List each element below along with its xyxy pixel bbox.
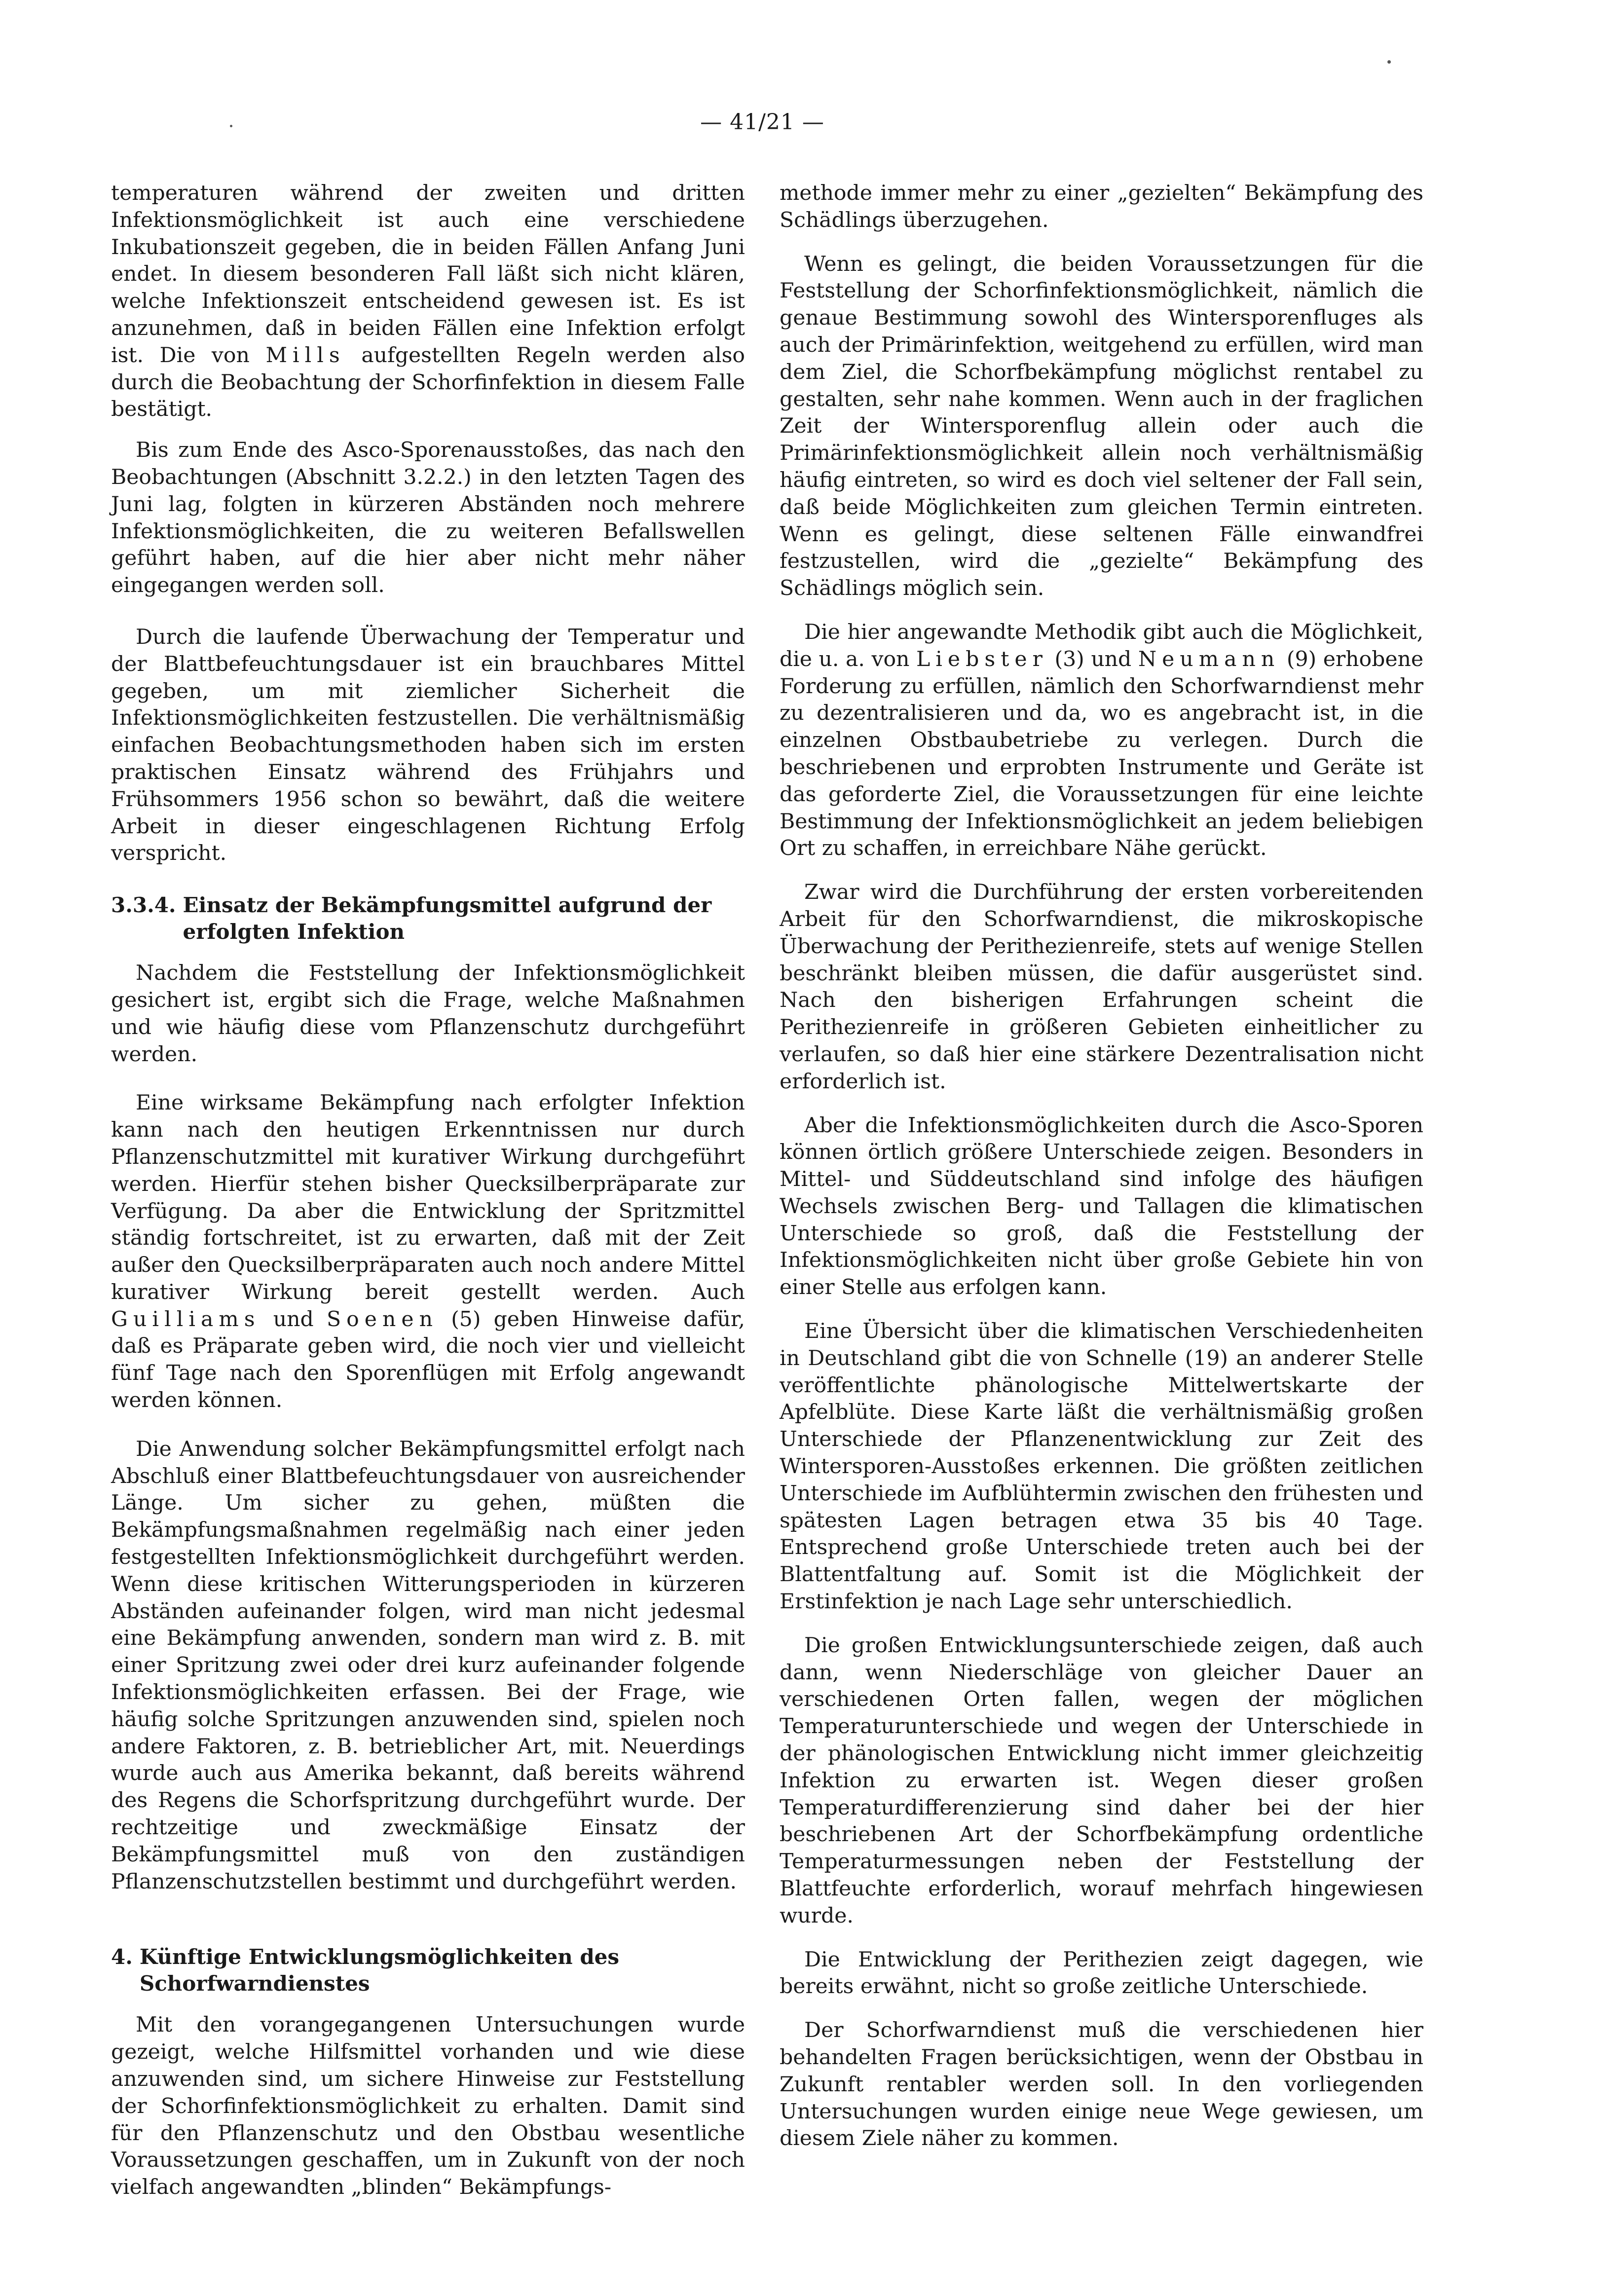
paragraph: Die Anwendung solcher Bekämpfungsmittel erfolgt nach Abschluß einer Blattbefeuchtungsdauer von ausreichender Länge. Um sicher zu gehen, müßten die Bekämpfungsmaßnahmen regelmäßig nach einer jeden festgestellten Infektionsmöglichkeit durchgeführt werden. Wenn diese kritischen Witterungsperioden in kürzeren Abständen aufeinander folgen, wird man nicht jedesmal eine Bekämpfung anwenden, sondern man wird z. B. mit einer Spritzung zwei oder drei kurz aufeinander folgende Infektionsmöglichkeiten erfassen. Bei der Frage, wie häufig solche Spritzungen anzuwenden sind, spielen noch andere Faktoren, z. B. betrieblicher Art, mit. Neuerdings wurde auch aus Amerika bekannt, daß bereits während des Regens die Schorfspritzung durchgeführt wurde. Der rechtzeitige und zweckmäßige Einsatz der Bekämpfungsmittel muß von den zuständigen Pflanzenschutzstellen bestimmt und durchgeführt werden.: [111, 1437, 745, 1894]
paragraph: Eine wirksame Bekämpfung nach erfolgter Infektion kann nach den heutigen Erkenntnissen nur durch Pflanzenschutzmittel mit kurativer Wirkung durchgeführt werden. Hierfür stehen bisher Quecksilberpräparate zur Verfügung. Da aber die Entwicklung der Spritzmittel ständig fortschreitet, ist zu erwarten, daß mit der Zeit außer den Quecksilberpräparaten auch noch andere Mittel kurativer Wirkung bereit gestellt werden. Auch Guilliams und Soenen (5) geben Hinweise dafür, daß es Präparate geben wird, die noch vier und vielleicht fünf Tage nach den Sporenflügen mit Erfolg angewandt werden können.: [111, 1091, 745, 1413]
paragraph: Aber die Infektionsmöglichkeiten durch die Asco-Sporen können örtlich größere Unterschiede zeigen. Besonders in Mittel- und Süddeutschland sind infolge des häufigen Wechsels zwischen Berg- und Tallagen die klimatischen Unterschiede so groß, daß die Feststellung der Infektionsmöglichkeiten nicht über große Gebiete hin von einer Stelle aus erfolgen kann.: [780, 1113, 1423, 1300]
left-column: [111, 180, 745, 2201]
paragraph: Durch die laufende Überwachung der Temperatur und der Blattbefeuchtungsdauer ist ein brauchbares Mittel gegeben, um mit ziemlicher Sicherheit die Infektionsmöglichkeiten festzustellen. Die verhältnismäßig einfachen Beobachtungsmethoden haben sich im ersten praktischen Einsatz während des Frühjahrs und Frühsommers 1956 schon so bewährt, daß die weitere Arbeit in dieser eingeschlagenen Richtung Erfolg verspricht.: [111, 625, 745, 866]
author-name: Liebster: [916, 647, 1048, 671]
author-name: Neumann: [1138, 647, 1280, 671]
author-name: Guilliams: [111, 1307, 261, 1332]
paragraph: Die Entwicklung der Perithezien zeigt dagegen, wie bereits erwähnt, nicht so große zeitliche Unterschiede.: [780, 1947, 1423, 1999]
section-title: Einsatz der Bekämpfungsmittel aufgrund der erfolgten Infektion: [183, 893, 712, 944]
paragraph: Wenn es gelingt, die beiden Voraussetzungen für die Feststellung der Schorfinfektionsmöglichkeit, nämlich die genaue Bestimmung sowohl des Wintersporenfluges als auch der Primärinfektion, weitgehend zu erfüllen, wird man dem Ziel, die Schorfbekämpfung möglichst rentabel zu gestalten, sehr nahe kommen. Wenn auch in der fraglichen Zeit der Wintersporenflug allein oder auch die Primärinfektionsmöglichkeit allein noch verhältnismäßig häufig eintreten, so wird es doch viel seltener der Fall sein, daß beide Möglichkeiten zum gleichen Termin eintreten. Wenn es gelingt, diese seltenen Fälle einwandfrei festzustellen, wird die „gezielte“ Bekämpfung des Schädlings möglich sein.: [780, 252, 1423, 601]
scan-speck: [230, 125, 232, 127]
author-name: Soenen: [326, 1307, 438, 1332]
section-title: Künftige Entwicklungsmöglichkeiten des Schorfwarndienstes: [139, 1945, 620, 1996]
section-heading-3-3-4: [111, 892, 745, 945]
author-name: Mills: [265, 343, 345, 368]
paragraph: Die hier angewandte Methodik gibt auch die Möglichkeit, die u. a. von Liebster (3) und Neumann (9) erhobene Forderung zu erfüllen, nämlich den Schorfwarndienst mehr zu dezentralisieren und da, wo es angebracht ist, in die einzelnen Obstbaubetriebe zu verlegen. Durch die beschriebenen und erprobten Instrumente und Geräte ist das geforderte Ziel, die Voraussetzungen für eine leichte Bestimmung der Infektionsmöglichkeit an jedem beliebigen Ort zu schaffen, in erreichbare Nähe gerückt.: [780, 620, 1423, 861]
paragraph: Die großen Entwicklungsunterschiede zeigen, daß auch dann, wenn Niederschläge von gleicher Dauer an verschiedenen Orten fallen, wegen der möglichen Temperaturunterschiede und wegen der Unterschiede in der phänologischen Entwicklung nicht immer gleichzeitig Infektion zu erwarten ist. Wegen dieser großen Temperaturdifferenzierung sind daher bei der hier beschriebenen Art der Schorfbekämpfung ordentliche Temperaturmessungen neben der Feststellung der Blattfeuchte erforderlich, worauf mehrfach hingewiesen wurde.: [780, 1633, 1423, 1928]
section-number: 4.: [111, 1945, 133, 1969]
paragraph: Mit den vorangegangenen Untersuchungen wurde gezeigt, welche Hilfsmittel vorhanden und wie diese anzuwenden sind, um sichere Hinweise zur Feststellung der Schorfinfektionsmöglichkeit zu erhalten. Damit sind für den Pflanzenschutz und den Obstbau wesentliche Voraussetzungen geschaffen, um in Zukunft von der noch vielfach angewandten „blinden“ Bekämpfungs-: [111, 2013, 745, 2200]
paragraph: Zwar wird die Durchführung der ersten vorbereitenden Arbeit für den Schorfwarndienst, die mikroskopische Überwachung der Perithezienreife, stets auf wenige Stellen beschränkt bleiben müssen, die dafür ausgerüstet sind. Nach den bisherigen Erfahrungen scheint die Perithezienreife in größeren Gebieten einheitlicher zu verlaufen, so daß hier eine stärkere Dezentralisation nicht erforderlich ist.: [780, 880, 1423, 1094]
paragraph: Nachdem die Feststellung der Infektionsmöglichkeit gesichert ist, ergibt sich die Frage, welche Maßnahmen und wie häufig diese vom Pflanzenschutz durchgeführt werden.: [111, 961, 745, 1067]
section-heading-4: [111, 1944, 745, 1997]
right-column: [780, 180, 1423, 2152]
page-number: — 41/21 —: [700, 110, 824, 135]
paragraph: Der Schorfwarndienst muß die verschiedenen hier behandelten Fragen berücksichtigen, wenn der Obstbau in Zukunft rentabler werden soll. In den vorliegenden Untersuchungen wurden einige neue Wege gewiesen, um diesem Ziele näher zu kommen.: [780, 2018, 1423, 2151]
paragraph: Bis zum Ende des Asco-Sporenausstoßes, das nach den Beobachtungen (Abschnitt 3.2.2.) in den letzten Tagen des Juni lag, folgten in kürzeren Abständen noch mehrere Infektionsmöglichkeiten, die zu weiteren Befallswellen geführt haben, auf die hier aber nicht mehr näher eingegangen werden soll.: [111, 438, 745, 598]
section-number: 3.3.4.: [111, 893, 176, 918]
paragraph: methode immer mehr zu einer „gezielten“ Bekämpfung des Schädlings überzugehen.: [780, 181, 1423, 232]
paragraph: temperaturen während der zweiten und dritten Infektionsmöglichkeit ist auch eine verschiedene Inkubationszeit gegeben, die in beiden Fällen Anfang Juni endet. In diesem besonderen Fall läßt sich nicht klären, welche Infektionszeit entscheidend gewesen ist. Es ist anzunehmen, daß in beiden Fällen eine Infektion erfolgt ist. Die von Mills aufgestellten Regeln werden also durch die Beobachtung der Schorfinfektion in diesem Falle bestätigt.: [111, 181, 745, 422]
scan-speck: [1387, 60, 1391, 64]
paragraph: Eine Übersicht über die klimatischen Verschiedenheiten in Deutschland gibt die von Schnelle (19) an anderer Stelle veröffentlichte phänologische Mittelwertskarte der Apfelblüte. Diese Karte läßt die verhältnismäßig großen Unterschiede der Pflanzenentwicklung zur Zeit des Wintersporen-Ausstoßes erkennen. Die größten zeitlichen Unterschiede im Aufblühtermin zwischen den frühesten und spätesten Lagen betragen etwa 35 bis 40 Tage. Entsprechend große Unterschiede treten auch bei der Blattentfaltung auf. Somit ist die Möglichkeit der Erstinfektion je nach Lage sehr unterschiedlich.: [780, 1319, 1423, 1614]
